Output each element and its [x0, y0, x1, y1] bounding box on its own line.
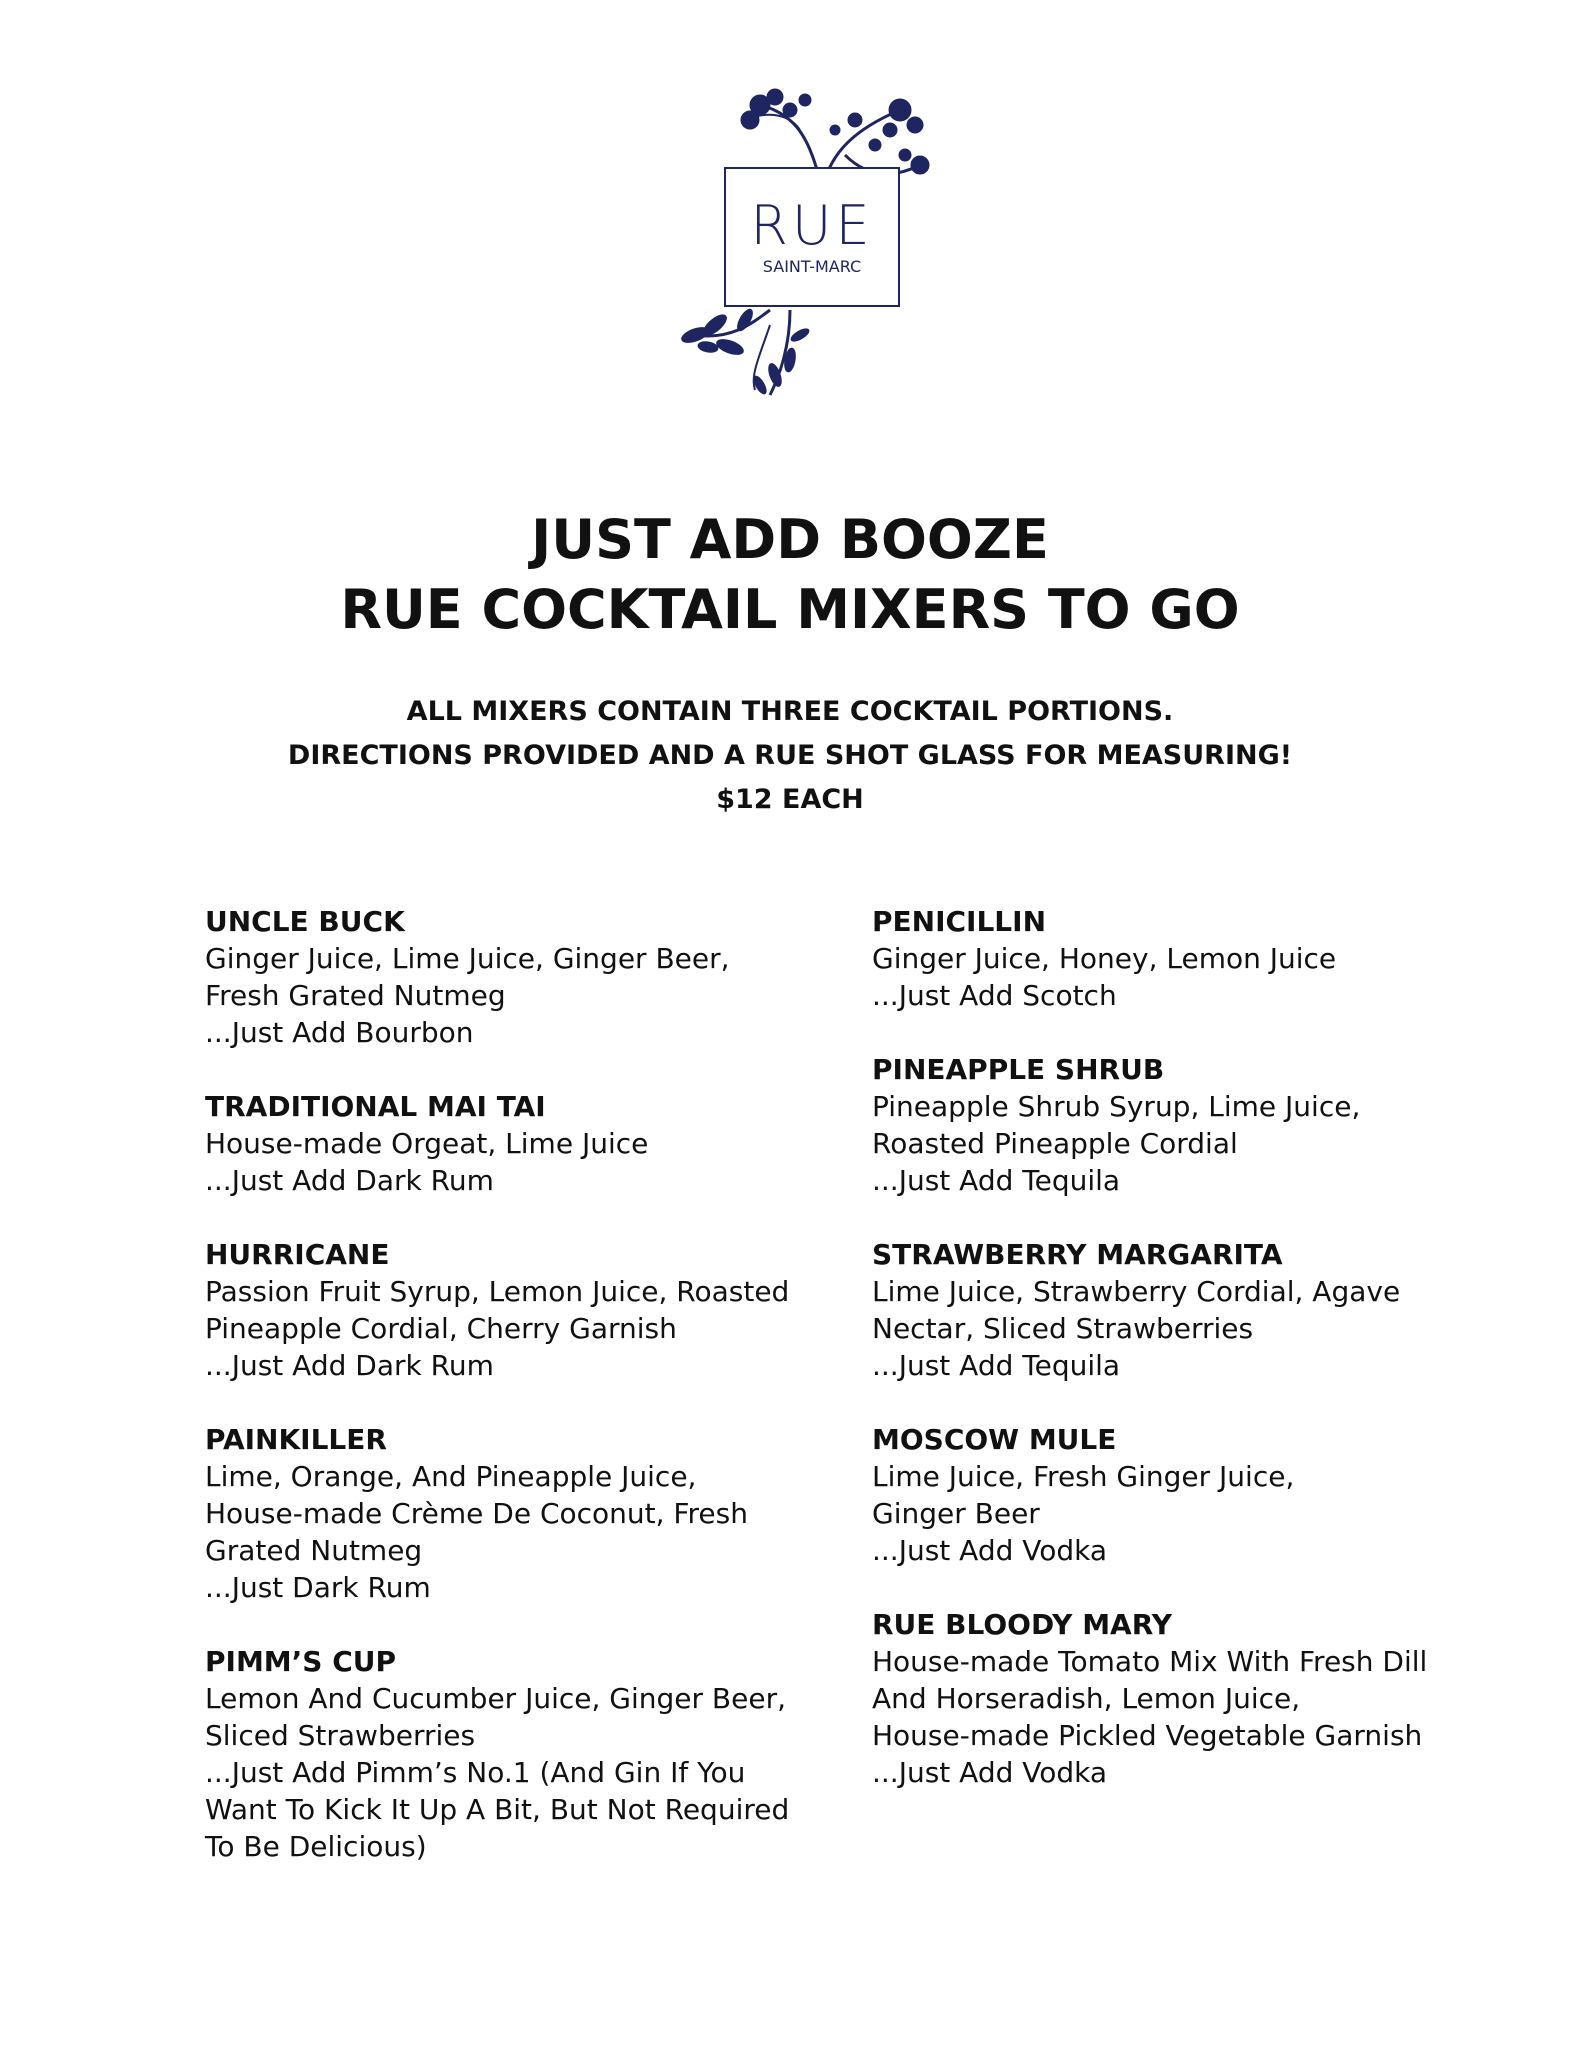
menu-item-desc: House-made Crème De Coconut, Fresh — [205, 1497, 748, 1530]
menu-item-desc: Lime Juice, Strawberry Cordial, Agave — [872, 1275, 1401, 1308]
menu-item-desc: Roasted Pineapple Cordial — [872, 1127, 1238, 1160]
menu-column-right — [872, 903, 1432, 1828]
menu-item-name: PINEAPPLE SHRUB — [872, 1053, 1165, 1086]
menu-item-name: TRADITIONAL MAI TAI — [205, 1090, 546, 1123]
menu-item-spirit: ...Just Add Dark Rum — [205, 1349, 494, 1382]
menu-item — [205, 903, 805, 1051]
menu-item-spirit: Want To Kick It Up A Bit, But Not Required — [205, 1793, 790, 1826]
menu-item-desc: Pineapple Shrub Syrup, Lime Juice, — [872, 1090, 1361, 1123]
menu-item-name: UNCLE BUCK — [205, 905, 405, 938]
menu-item-desc: House-made Pickled Vegetable Garnish — [872, 1719, 1423, 1752]
menu-item-desc: Lime, Orange, And Pineapple Juice, — [205, 1460, 697, 1493]
logo — [650, 85, 950, 405]
menu-item-desc: House-made Orgeat, Lime Juice — [205, 1127, 649, 1160]
menu-item-name: MOSCOW MULE — [872, 1423, 1117, 1456]
menu-item-spirit: ...Just Add Scotch — [872, 979, 1117, 1012]
menu-item-name: PAINKILLER — [205, 1423, 387, 1456]
menu-item — [872, 1606, 1432, 1791]
menu-item-desc: Passion Fruit Syrup, Lemon Juice, Roasted — [205, 1275, 790, 1308]
menu-column-left — [205, 903, 805, 1902]
menu-item-desc: And Horseradish, Lemon Juice, — [872, 1682, 1301, 1715]
menu-item-spirit: ...Just Dark Rum — [205, 1571, 431, 1604]
menu-item — [205, 1236, 805, 1384]
menu-item-name: STRAWBERRY MARGARITA — [872, 1238, 1283, 1271]
menu-item — [205, 1643, 805, 1865]
menu-item-desc: Lime Juice, Fresh Ginger Juice, — [872, 1460, 1295, 1493]
page-title-line-2: RUE COCKTAIL MIXERS TO GO — [340, 578, 1240, 641]
menu-item-desc: Fresh Grated Nutmeg — [205, 979, 506, 1012]
menu-item-desc: House-made Tomato Mix With Fresh Dill — [872, 1645, 1428, 1678]
menu-item — [872, 1236, 1432, 1384]
menu-item-desc: Pineapple Cordial, Cherry Garnish — [205, 1312, 677, 1345]
menu-item-spirit: ...Just Add Tequila — [872, 1349, 1121, 1382]
menu-item-desc: Ginger Juice, Lime Juice, Ginger Beer, — [205, 942, 730, 975]
menu-item — [872, 903, 1432, 1014]
menu-item-name: PENICILLIN — [872, 905, 1047, 938]
menu-item-desc: Nectar, Sliced Strawberries — [872, 1312, 1254, 1345]
page-title-line-1: JUST ADD BOOZE — [531, 508, 1049, 571]
menu-item — [872, 1421, 1432, 1569]
price-line: $12 EACH — [716, 784, 864, 815]
menu-item — [205, 1421, 805, 1606]
menu-item — [205, 1088, 805, 1199]
logo-subtitle: SAINT-MARC — [762, 256, 862, 276]
menu-item-spirit: ...Just Add Bourbon — [205, 1016, 474, 1049]
menu-item-desc: Lemon And Cucumber Juice, Ginger Beer, — [205, 1682, 786, 1715]
menu-item-desc: Sliced Strawberries — [205, 1719, 476, 1752]
menu-item-spirit: ...Just Add Vodka — [872, 1756, 1108, 1789]
logo-wordmark: RUE — [750, 193, 874, 257]
menu-item-desc: Ginger Beer — [872, 1497, 1040, 1530]
menu-item — [872, 1051, 1432, 1199]
menu-item-desc: Grated Nutmeg — [205, 1534, 423, 1567]
menu-item-spirit: ...Just Add Dark Rum — [205, 1164, 494, 1197]
subtitle-line-1: ALL MIXERS CONTAIN THREE COCKTAIL PORTIONS. — [406, 696, 1174, 727]
subtitle-line-2: DIRECTIONS PROVIDED AND A RUE SHOT GLASS FOR MEASURING! — [287, 740, 1293, 771]
menu-item-spirit: ...Just Add Tequila — [872, 1164, 1121, 1197]
menu-item-spirit: To Be Delicious) — [205, 1830, 427, 1863]
menu-item-name: RUE BLOODY MARY — [872, 1608, 1173, 1641]
menu-item-name: HURRICANE — [205, 1238, 390, 1271]
menu-item-spirit: ...Just Add Pimm’s No.1 (And Gin If You — [205, 1756, 746, 1789]
menu-item-name: PIMM’S CUP — [205, 1645, 397, 1678]
logo-box — [724, 167, 900, 307]
menu-item-desc: Ginger Juice, Honey, Lemon Juice — [872, 942, 1337, 975]
menu-item-spirit: ...Just Add Vodka — [872, 1534, 1108, 1567]
